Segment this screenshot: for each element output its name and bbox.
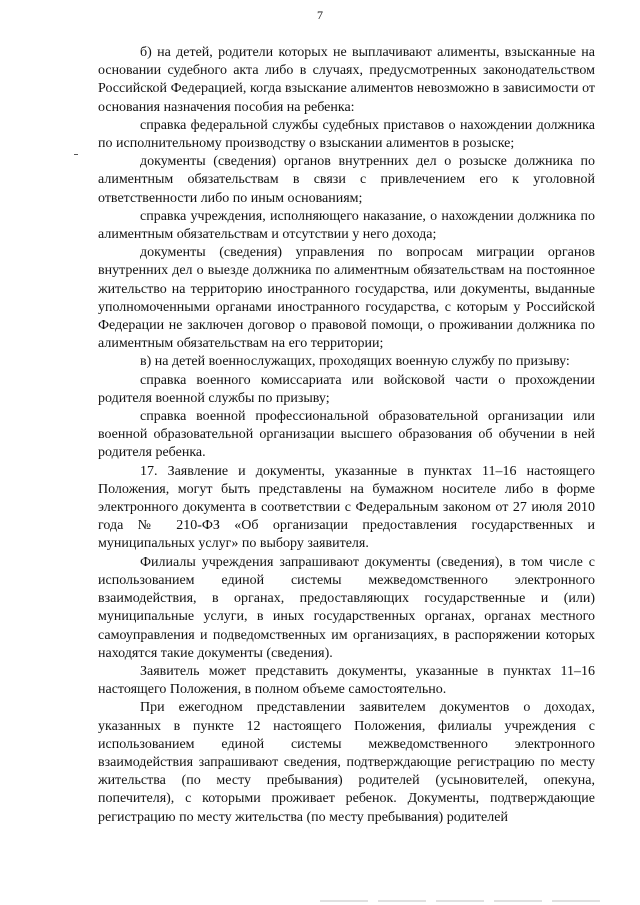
paragraph-bailiff-certificate: справка федеральной службы судебных приставов о нахождении должника по исполнительному производству о взыскании алиментов в розыске; — [98, 117, 595, 152]
page-number: 7 — [317, 8, 323, 22]
paragraph-military-commissariat: справка военного комиссариата или войсковой части о прохождении родителя военной службы по призыву; — [98, 372, 595, 406]
document-body — [98, 44, 595, 827]
paragraph-internal-affairs: документы (сведения) органов внутренних дел о розыске должника по алиментным обязательствам в связи с привлечением его к уголовной ответственности либо по иным основаниям; — [98, 154, 595, 206]
paragraph-branches-request: Филиалы учреждения запрашивают документы (сведения), в том числе с использованием единой системы межведомственного электронного взаимодействия, в органах, предоставляющих государственные и (или) муниципальные услуги, в иных государственных органах, органах местного самоуправления и подведомственных им организациях, в распоряжении которых находятся такие документы (сведения). — [98, 554, 595, 661]
scan-artifact — [320, 900, 600, 903]
paragraph-v: в) на детей военнослужащих, проходящих военную службу по призыву: — [140, 354, 570, 370]
paragraph-b: б) на детей, родители которых не выплачивают алименты, взысканные на основании судебного акта либо в случаях, предусмотренных законодательством Российской Федерацией, когда взыскание алиментов невозможно в зависимости от основания назначения пособия на ребенка: — [98, 45, 595, 115]
paragraph-migration: документы (сведения) управления по вопросам миграции органов внутренних дел о выезде должника по алиментным обязательствам на постоянное жительство на территорию иностранного государства, или документы, выданные уполномоченными органами иностранного государства, с которым у Российской Федерации не заключен договор о правовой помощи, о проживании должника по алиментным обязательствам на его территории; — [98, 245, 595, 352]
paragraph-military-education: справка военной профессиональной образовательной организации или военной образовательной организации высшего образования об обучении в ней родителя ребенка. — [98, 409, 595, 461]
paragraph-17: 17. Заявление и документы, указанные в пунктах 11–16 настоящего Положения, могут быть представлены на бумажном носителе либо в форме электронного документа в соответствии с Федеральным законом от 27 июля 2010 года № 210-ФЗ «Об организации предоставления государственных и муниципальных услуг» по выбору заявителя. — [98, 463, 595, 552]
paragraph-applicant: Заявитель может представить документы, указанные в пунктах 11–16 настоящего Положения, в полном объеме самостоятельно. — [98, 663, 595, 698]
paragraph-penal-institution: справка учреждения, исполняющего наказание, о нахождении должника по алиментным обязательствам и отсутствии у него дохода; — [98, 208, 595, 243]
margin-mark — [74, 154, 78, 155]
paragraph-annual-submission: При ежегодном представлении заявителем документов о доходах, указанных в пункте 12 настоящего Положения, филиалы учреждения с использованием единой системы межведомственного электронного взаимодействия запрашивают сведения, подтверждающие регистрацию по месту жительства (по месту пребывания) родителей (усыновителей, опекуна, попечителя), с которыми проживает ребенок. Документы, подтверждающие регистрацию по месту жительства (по месту пребывания) родителей — [98, 700, 595, 825]
